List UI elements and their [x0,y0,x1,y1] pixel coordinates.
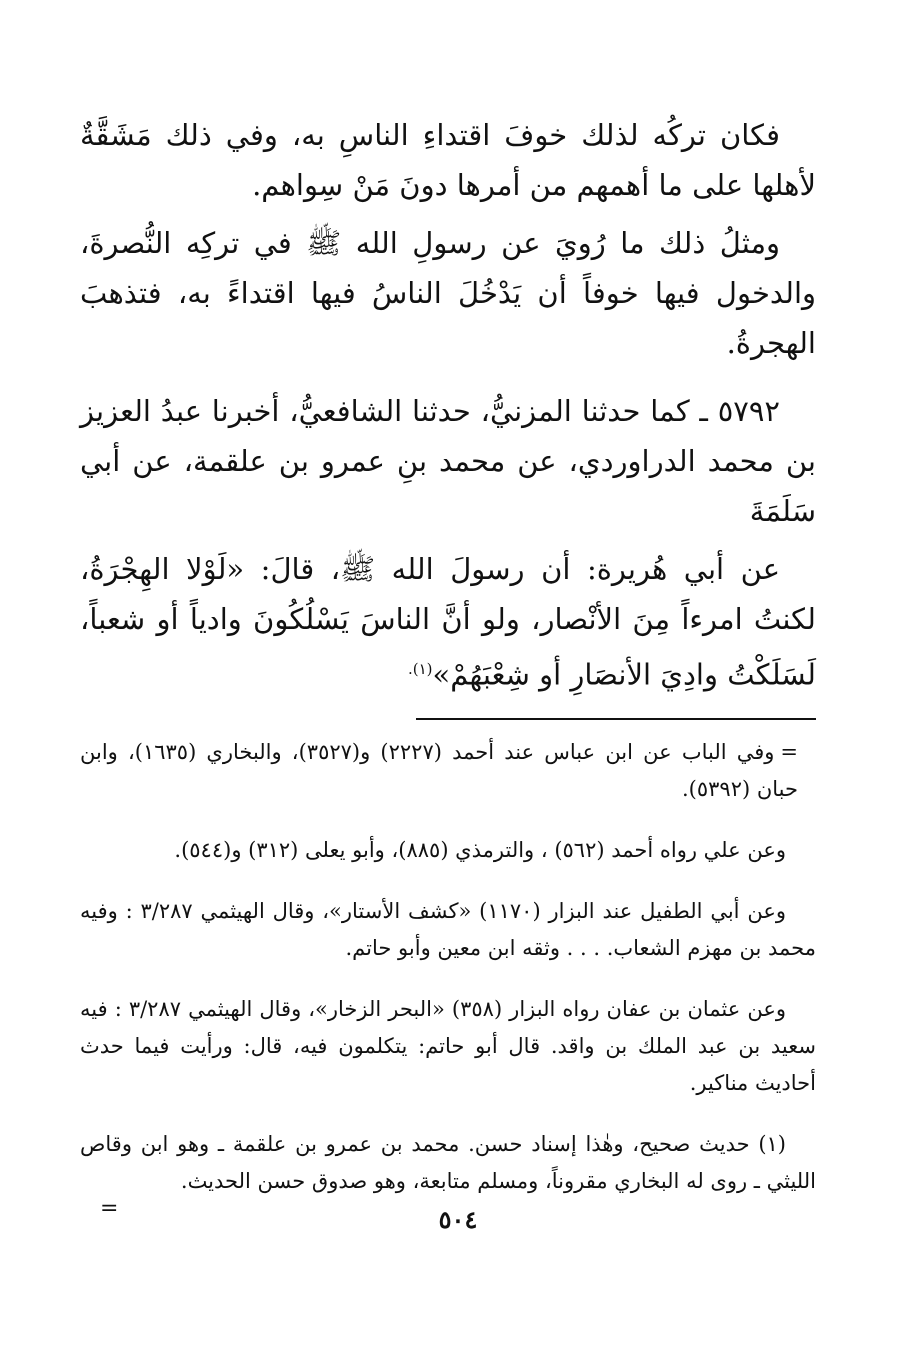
continuation-mark: = [780,739,799,764]
footnote-continuation-text: وفي الباب عن ابن عباس عند أحمد (٢٢٢٧) و(٣٥٢٧)، والبخاري (١٦٣٥)، وابن حبان (٥٣٩٢). [80,739,798,801]
paragraph-2: ومثلُ ذلك ما رُويَ عن رسولِ الله ﷺ في تركِه النُّصرةَ، والدخول فيها خوفاً أن يَدْخُلَ الناسُ فيها اقتداءً به، فتذهبَ الهجرةُ. [80,226,816,360]
footnote-ref: (١). [407,660,433,678]
hadith-isnad: ٥٧٩٢ ـ كما حدثنا المزنيُّ، حدثنا الشافعيُّ، أخبرنا عبدُ العزيز بن محمد الدراوردي، عن محمد بنِ عمرو بن علقمة، عن أبي سَلَمَةَ [80,394,816,528]
page-number: ٥٠٤ [438,1205,478,1234]
footnote-continuation [80,734,816,808]
footnote-divider [416,718,816,720]
continues-mark: = [100,1195,119,1221]
main-text [80,110,816,700]
footnote-abu-tufail: وعن أبي الطفيل عند البزار (١١٧٠) «كشف الأستار»، وقال الهيثمي ٣/٢٨٧ : وفيه محمد بن مهزم الشعاب. . . . وثقه ابن معين وأبو حاتم. [80,898,816,960]
footnote-ali: وعن علي رواه أحمد (٥٦٢) ، والترمذي (٨٨٥)، وأبو يعلى (٣١٢) و(٥٤٤). [174,837,786,862]
footnote-uthman: وعن عثمان بن عفان رواه البزار (٣٥٨) «البحر الزخار»، وقال الهيثمي ٣/٢٨٧ : فيه سعيد بن عبد الملك بن واقد. قال أبو حاتم: يتكلمون فيه، قال: ورأيت فيما حدث أحاديث مناكير. [80,996,816,1095]
hadith-text: عن أبي هُريرة: أن رسولَ الله ﷺ، قالَ: «لَوْلا الهِجْرَةُ، لكنتُ امرءاً مِنَ الأنْصار، ولو أنَّ الناسَ يَسْلُكُونَ وادياً أو شعباً، لَسَلَكْتُ وادِيَ الأنصَارِ أو شِعْبَهُمْ» [80,552,816,692]
hadith-matn [80,544,816,700]
paragraph-1: فكان تركُه لذلك خوفَ اقتداءِ الناسِ به، وفي ذلك مَشَقَّةٌ لأهلها على ما أهمهم من أمرها دونَ مَنْ سِواهم. [80,118,816,202]
footnote-1: (١) حديث صحيح، وهٰذا إسناد حسن. محمد بن عمرو بن علقمة ـ وهو ابن وقاص الليثي ـ روى له البخاري مقروناً، ومسلم متابعة، وهو صدوق حسن الحديث. [80,1131,816,1193]
